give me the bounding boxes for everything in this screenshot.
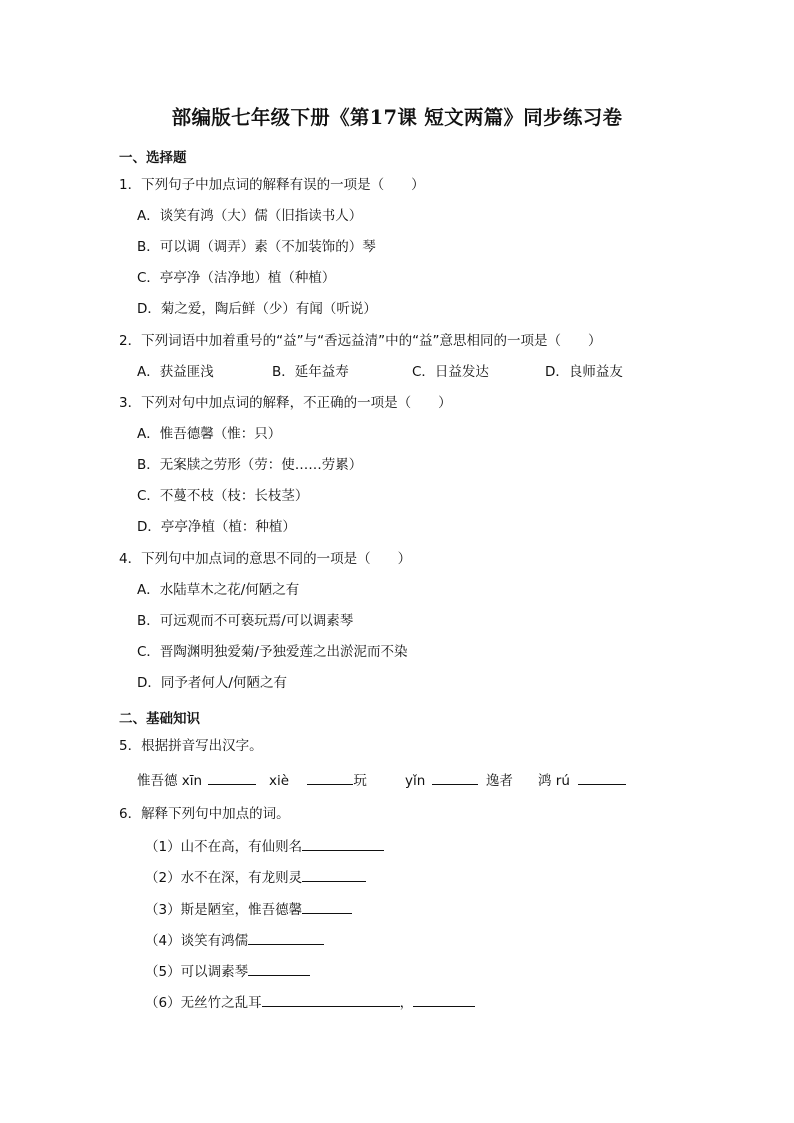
question-3-option-d: D．亭亭净植（植：种植） (137, 519, 296, 535)
q6-item-text: （5）可以调素琴 (145, 964, 249, 980)
question-4-option-d: D．同予者何人/何陋之有 (137, 675, 287, 691)
answer-blank[interactable] (248, 930, 324, 945)
answer-blank[interactable] (302, 836, 384, 851)
q6-item-text: （1）山不在高，有仙则名 (145, 839, 303, 855)
question-1-option-a: A．谈笑有鸿（大）儒（旧指读书人） (137, 208, 363, 224)
q6-item-text: （3）斯是陋室，惟吾德馨 (145, 902, 303, 918)
question-2-option-b: B．延年益寿 (272, 364, 349, 380)
pinyin-label: xiè (269, 773, 290, 789)
question-2-stem: 2．下列词语中加着重号的“益”与“香远益清”中的“益”意思相同的一项是（ ） (119, 333, 602, 349)
answer-blank[interactable] (578, 770, 626, 785)
question-2-option-d: D．良师益友 (545, 364, 623, 380)
question-2-option-c: C．日益发达 (412, 364, 489, 380)
answer-blank[interactable] (208, 770, 256, 785)
pinyin-label: yǐn (405, 773, 426, 789)
answer-blank[interactable] (302, 867, 366, 882)
pinyin-label: 惟吾德 xīn (137, 773, 203, 789)
section-heading-choice: 一、选择题 (119, 150, 187, 166)
question-2-option-a: A．获益匪浅 (137, 364, 214, 380)
question-3-option-a: A．惟吾德馨（惟：只） (137, 426, 282, 442)
pinyin-suffix: 玩 (353, 773, 367, 789)
question-3-option-c: C．不蔓不枝（枝：长枝茎） (137, 488, 309, 504)
pinyin-item-xie (269, 770, 367, 790)
q6-item-3 (145, 899, 352, 919)
question-4-option-b: B．可远观而不可亵玩焉/可以调素琴 (137, 613, 354, 629)
q6-item-5 (145, 961, 310, 981)
question-1-stem: 1．下列句子中加点词的解释有误的一项是（ ） (119, 177, 425, 193)
page-title: 部编版七年级下册《第17课 短文两篇》同步练习卷 (171, 106, 623, 129)
question-1-option-b: B．可以调（调弄）素（不加装饰的）琴 (137, 239, 376, 255)
q6-item-2 (145, 867, 366, 887)
pinyin-label: 鸿 rú (538, 773, 570, 789)
question-1-option-d: D．菊之爱，陶后鲜（少）有闻（听说） (137, 301, 377, 317)
q6-item-text: （4）谈笑有鸿儒 (145, 933, 249, 949)
q6-item-1 (145, 836, 384, 856)
question-5-stem: 5．根据拼音写出汉字。 (119, 738, 263, 754)
q6-item-text: （6）无丝竹之乱耳 (145, 995, 262, 1011)
answer-blank[interactable] (302, 899, 352, 914)
pinyin-item-yin (405, 770, 513, 790)
section-heading-basics: 二、基础知识 (119, 711, 200, 727)
q6-item-text: （2）水不在深，有龙则灵 (145, 870, 303, 886)
answer-blank[interactable] (262, 992, 400, 1007)
pinyin-item-ru (538, 770, 626, 790)
pinyin-item-xin (137, 770, 256, 790)
question-4-option-c: C．晋陶渊明独爱菊/予独爱莲之出淤泥而不染 (137, 644, 408, 660)
answer-blank[interactable] (248, 961, 310, 976)
comma-separator: ， (399, 995, 414, 1011)
question-3-option-b: B．无案牍之劳形（劳：使……劳累） (137, 457, 363, 473)
question-4-stem: 4．下列句中加点词的意思不同的一项是（ ） (119, 551, 412, 567)
question-1-option-c: C．亭亭净（洁净地）植（种植） (137, 270, 336, 286)
question-4-option-a: A．水陆草木之花/何陋之有 (137, 582, 300, 598)
question-3-stem: 3．下列对句中加点词的解释，不正确的一项是（ ） (119, 395, 452, 411)
q6-item-6 (145, 992, 475, 1012)
answer-blank[interactable] (307, 770, 353, 785)
question-6-stem: 6．解释下列句中加点的词。 (119, 806, 290, 822)
q6-item-4 (145, 930, 324, 950)
answer-blank[interactable] (413, 992, 475, 1007)
answer-blank[interactable] (432, 770, 478, 785)
pinyin-suffix: 逸者 (485, 773, 513, 789)
